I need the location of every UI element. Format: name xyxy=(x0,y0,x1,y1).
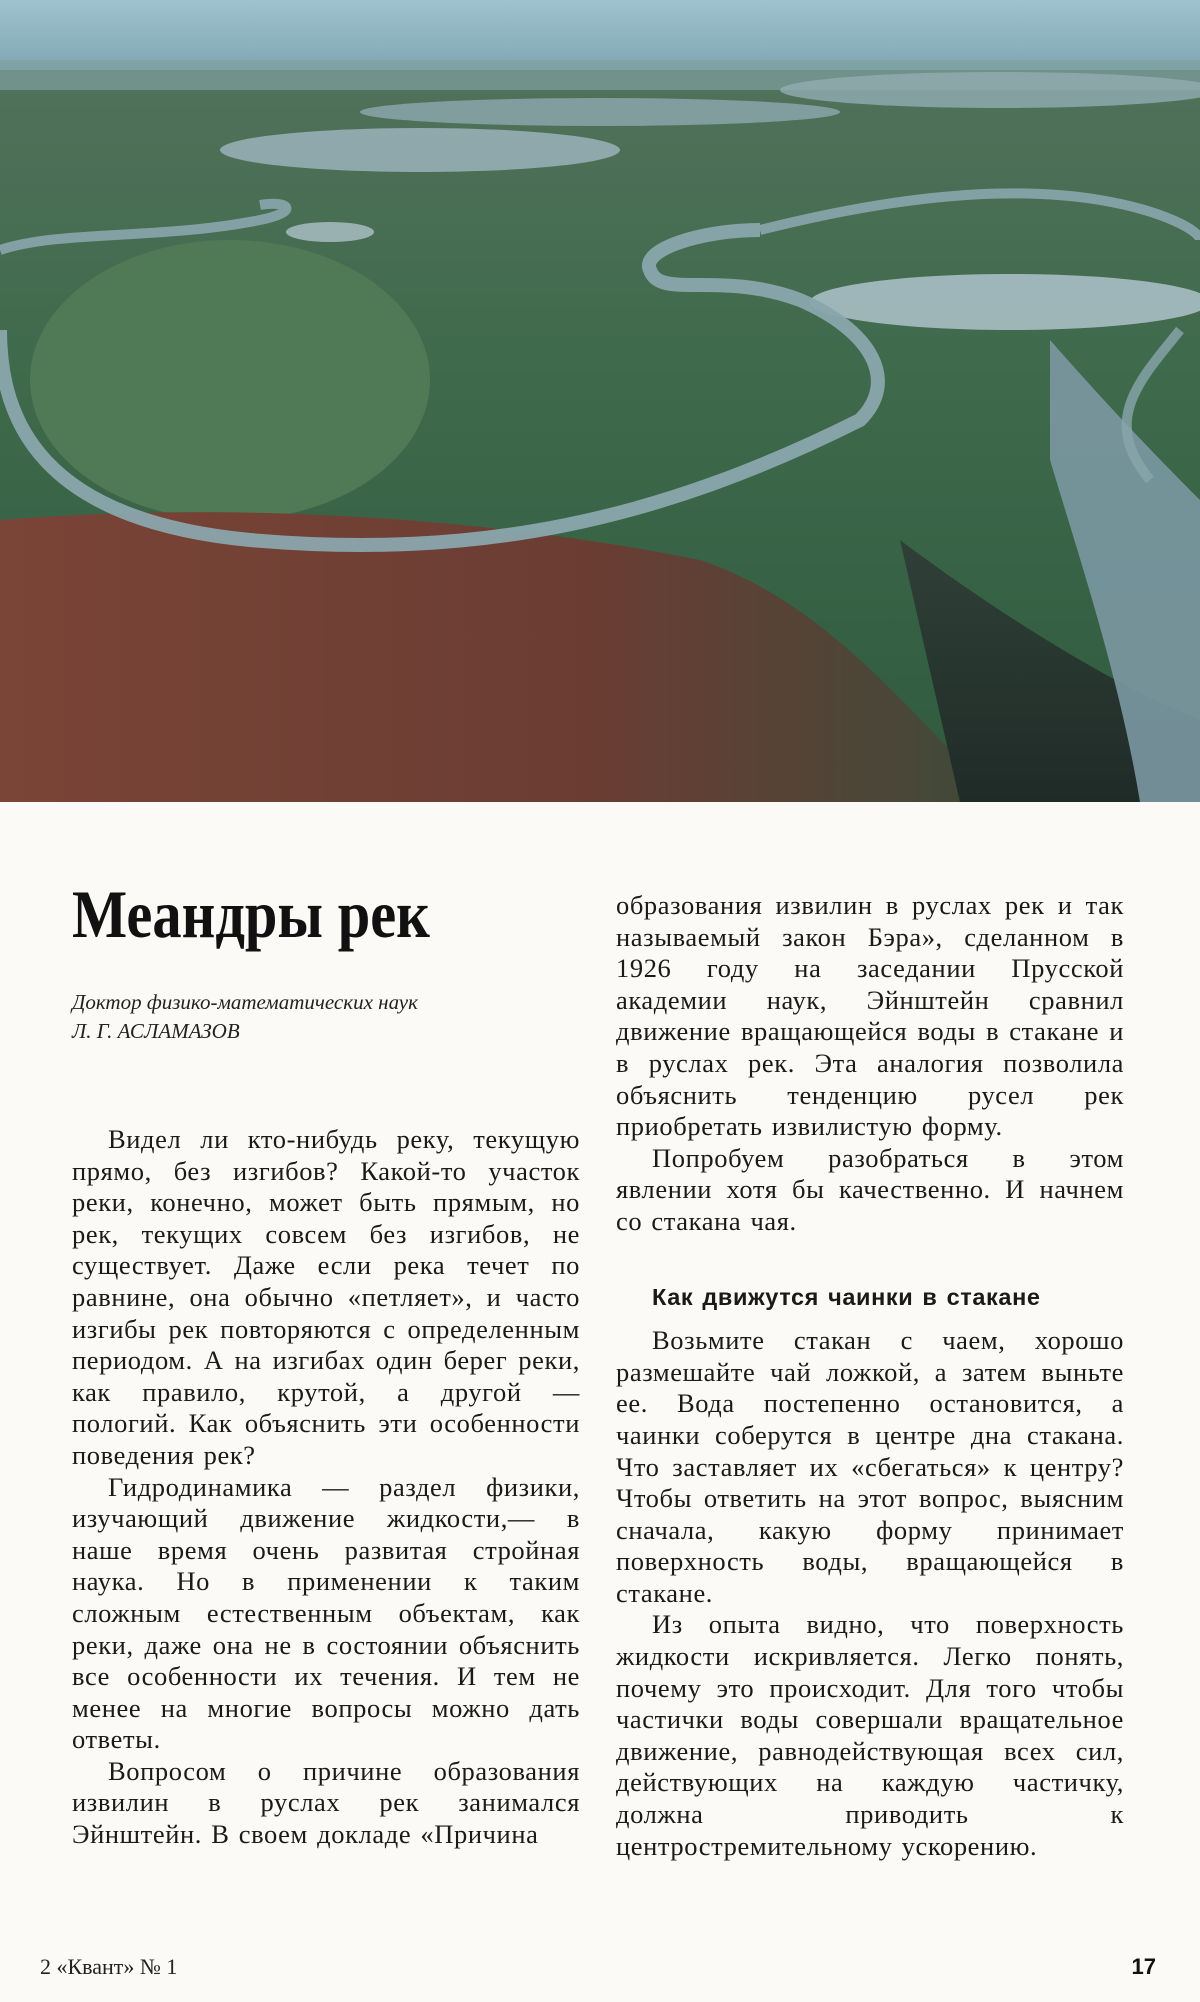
article-title: Меандры рек xyxy=(72,876,430,952)
paragraph: Вопросом о причине образования извилин в руслах рек занимался Эйнштейн. В своем докладе «Причина xyxy=(72,1755,580,1850)
right-text-column xyxy=(616,890,1124,1862)
page-number: 17 xyxy=(1131,1954,1156,1979)
paragraph: образования извилин в руслах рек и так называемый закон Бэра», сделанном в 1926 году на заседании Прусской академии наук, Эйнштейн сравнил движение вращающейся воды в стакане и в руслах рек. Эта аналогия позволила объяснить тенденцию русел рек приобретать извилистую форму. xyxy=(616,890,1124,1142)
author-byline xyxy=(72,988,418,1046)
river-meanders-aerial-photo xyxy=(0,0,1200,802)
author-degree: Доктор физико-математических наук xyxy=(72,990,418,1014)
author-name: Л. Г. АСЛАМАЗОВ xyxy=(72,1019,240,1043)
left-text-column xyxy=(72,1124,580,1851)
paragraph: Попробуем разобраться в этом явлении хотя бы качественно. И начнем со стакана чая. xyxy=(616,1142,1124,1236)
paragraph: Гидродинамика — раздел физики, изучающий движение жидкости,— в наше время очень развитая стройная наука. Но в применении к таким сложным естественным объектам, как реки, даже она не в состоянии объяснить все особенности их течения. И тем не менее на многие вопросы можно дать ответы. xyxy=(72,1471,580,1755)
paragraph: Возьмите стакан с чаем, хорошо размешайте чай ложкой, а затем выньте ее. Вода постепенно остановится, а чаинки соберутся в центре дна стакана. Что заставляет их «сбегаться» к центру? Чтобы ответить на этот вопрос, выясним сначала, какую форму принимает поверхность воды, вращающейся в стакане. xyxy=(616,1325,1124,1608)
paragraph: Из опыта видно, что поверхность жидкости искривляется. Легко понять, почему это происходит. Для того чтобы частички воды совершали вращательное движение, равнодействующая всех сил, действующих на каждую частичку, должна приводить к центростремительному ускорению. xyxy=(616,1609,1124,1861)
journal-signature: 2 «Квант» № 1 xyxy=(40,1954,178,1979)
paragraph: Видел ли кто-нибудь реку, текущую прямо, без изгибов? Какой-то участок реки, конечно, может быть прямым, но рек, текущих совсем без изгибов, не существует. Даже если река течет по равнине, она обычно «петляет», и часто изгибы рек повторяются с определенным периодом. А на изгибах один берег реки, как правило, крутой, а другой — пологий. Как объяснить эти особенности поведения рек? xyxy=(72,1124,580,1470)
section-heading: Как движутся чаинки в стакане xyxy=(652,1283,1041,1310)
